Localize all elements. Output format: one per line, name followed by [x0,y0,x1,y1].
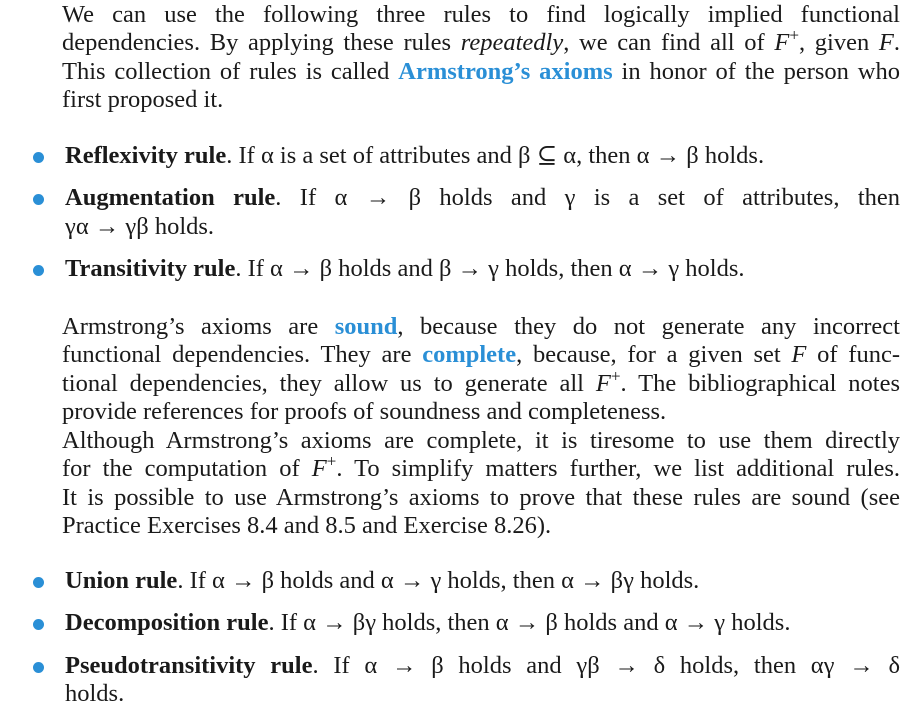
list-item: Decomposition rule. If α → βγ holds, then α → β holds and α → γ holds. [18,609,900,637]
intro-line-4: first proposed it. [62,86,224,114]
list-item: Augmentation rule. If α → β holds and γ is a set of attributes, then γα → γβ holds. [18,184,900,241]
bullet-icon [33,152,44,163]
rule-name: Union rule [65,567,178,594]
rule-name: Decomposition rule [65,609,269,637]
list-item: Pseudotransitivity rule. If α → β holds and γβ → δ holds, then αγ → δ holds. [18,652,900,709]
term-complete: complete [422,341,517,369]
additional-rules-paragraph: Although Armstrong’s axioms are complete, it is tiresome to use them directly for the computation of F+. To simplify matters further, we list additional rules. It is possible to use Armstrong’s axioms to prove that these rules are sound (see Practice Exercises 8.4 and 8.5 and Exercise 8.26). [62,427,900,540]
list-item: Union rule. If α → β holds and α → γ holds, then α → βγ holds. [18,567,900,595]
list-item: Transitivity rule. If α → β holds and β → γ holds, then α → γ holds. [18,255,900,283]
list-item: Reflexivity rule. If α is a set of attributes and β ⊆ α, then α → β holds. [18,142,900,170]
intro-line-2: dependencies. By applying these rules repeatedly, we can find all of F+, given F. [62,25,900,57]
intro-paragraph [18,1,900,115]
rule-name: Augmentation rule [65,184,276,212]
bullet-icon [33,194,44,205]
rule-name: Reflexivity rule [65,142,227,169]
term-armstrongs-axioms: Armstrong’s axioms [398,57,613,85]
term-sound: sound [334,313,398,340]
bullet-icon [33,662,44,673]
rule-name: Pseudotransitivity rule [65,651,313,679]
intro-line-3: This collection of rules is called Armstrong’s axioms in honor of the person who [62,57,900,85]
rule-name: Transitivity rule [65,255,236,283]
armstrong-axioms-list [18,142,900,298]
bullet-icon [33,577,44,588]
bullet-icon [33,619,44,630]
additional-rules-list [18,567,900,723]
soundness-paragraph: Armstrong’s axioms are sound, because they do not generate any incorrect functional dependencies. They are complete, because, for a given set F of func- tional dependencies, they allow us to generate all F+. The bibliographical notes provide references for proofs of soundness and completeness. [62,313,900,426]
intro-line-1: We can use the following three rules to find logically implied functional [62,1,900,28]
bullet-icon [33,265,44,276]
